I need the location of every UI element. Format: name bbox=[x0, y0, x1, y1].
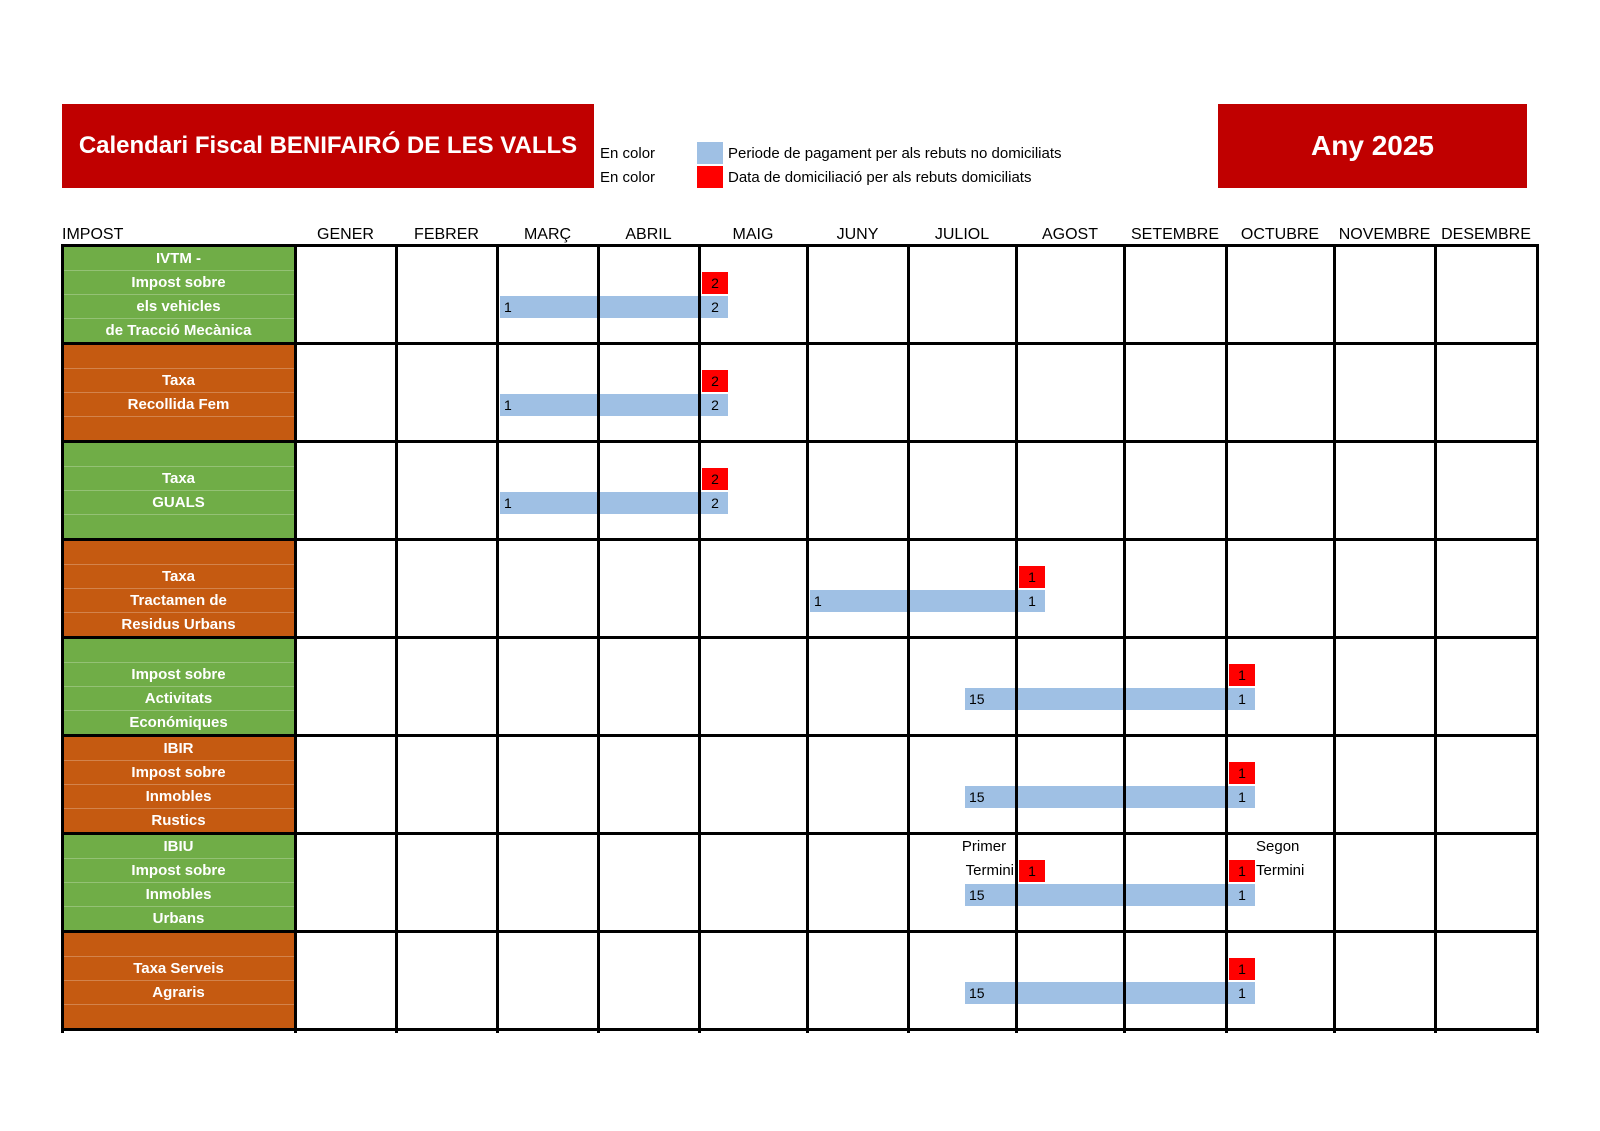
domiciliation-date: 2 bbox=[702, 468, 728, 490]
tax-name-cell bbox=[62, 540, 295, 638]
domiciliation-date: 1 bbox=[1019, 860, 1045, 882]
tax-name-line: Impost sobre bbox=[131, 274, 226, 291]
legend-text-period: Periode de pagament per als rebuts no domiciliats bbox=[728, 145, 1062, 162]
column-header-month: FEBRER bbox=[414, 226, 479, 243]
payment-period-end: 1 bbox=[1229, 688, 1255, 710]
tax-name-line: Taxa bbox=[161, 470, 196, 487]
tax-name-line: IBIR bbox=[163, 740, 194, 757]
tax-name-line: Rustics bbox=[151, 812, 206, 829]
payment-period-bar: 1 bbox=[500, 296, 702, 318]
second-term-note: Termini bbox=[1256, 862, 1305, 879]
column-header-impost: IMPOST bbox=[62, 226, 124, 243]
payment-period-end: 2 bbox=[702, 492, 728, 514]
payment-period-end: 2 bbox=[702, 394, 728, 416]
payment-period-bar: 1 bbox=[810, 590, 1019, 612]
tax-name-line: Taxa Serveis bbox=[133, 960, 224, 977]
tax-name-line: Taxa bbox=[161, 372, 196, 389]
domiciliation-date: 2 bbox=[702, 272, 728, 294]
tax-name-line: Activitats bbox=[144, 690, 213, 707]
column-header-month: AGOST bbox=[1041, 226, 1098, 243]
payment-period-end: 1 bbox=[1229, 786, 1255, 808]
tax-name-cell bbox=[62, 932, 295, 1030]
column-header-month: JUNY bbox=[836, 226, 879, 243]
second-term-note: Segon bbox=[1256, 838, 1300, 855]
grid-line-horizontal bbox=[61, 440, 1539, 443]
grid-line-horizontal bbox=[61, 734, 1539, 737]
tax-name-line: de Tracció Mecànica bbox=[105, 322, 252, 339]
tax-name-line: Tractamen de bbox=[130, 592, 227, 609]
column-header-month: MARÇ bbox=[523, 226, 572, 243]
calendar-title-text: Calendari Fiscal BENIFAIRÓ DE LES VALLS bbox=[78, 132, 578, 159]
tax-name-cell bbox=[62, 638, 295, 736]
tax-name-line: Recollida Fem bbox=[127, 396, 230, 413]
payment-period-end: 1 bbox=[1019, 590, 1045, 612]
grid-line-horizontal bbox=[61, 832, 1539, 835]
tax-name-line: IBIU bbox=[163, 838, 194, 855]
tax-name-line: Taxa bbox=[161, 568, 196, 585]
tax-name-line: els vehicles bbox=[136, 298, 221, 315]
payment-period-end: 1 bbox=[1229, 884, 1255, 906]
grid-line-horizontal bbox=[61, 636, 1539, 639]
grid-line-horizontal bbox=[61, 342, 1539, 345]
grid-line-horizontal bbox=[61, 930, 1539, 933]
grid-line-horizontal bbox=[61, 538, 1539, 541]
tax-name-line: Agraris bbox=[152, 984, 205, 1001]
tax-name-line: Inmobles bbox=[145, 886, 212, 903]
domiciliation-date: 1 bbox=[1229, 958, 1255, 980]
tax-name-cell bbox=[62, 834, 295, 932]
column-header-month: GENER bbox=[317, 226, 374, 243]
column-header-month: SETEMBRE bbox=[1130, 226, 1219, 243]
payment-period-bar: 15 bbox=[965, 688, 1229, 710]
domiciliation-date: 2 bbox=[702, 370, 728, 392]
legend-swatch-period bbox=[697, 142, 723, 164]
tax-name-cell bbox=[62, 246, 295, 344]
payment-period-bar: 1 bbox=[500, 492, 702, 514]
calendar-title bbox=[62, 104, 594, 188]
legend-prefix-period: En color bbox=[600, 145, 656, 162]
column-header-month: NOVEMBRE bbox=[1338, 226, 1431, 243]
column-header-month: JULIOL bbox=[934, 226, 990, 243]
payment-period-end: 1 bbox=[1229, 982, 1255, 1004]
first-term-note: Termini bbox=[965, 862, 1014, 879]
column-header-month: DESEMBRE bbox=[1441, 226, 1531, 243]
legend-swatch-domiciliation bbox=[697, 166, 723, 188]
column-header-month: MAIG bbox=[732, 226, 774, 243]
legend-prefix-domiciliation: En color bbox=[600, 169, 656, 186]
tax-name-line: Impost sobre bbox=[131, 862, 226, 879]
payment-period-bar: 15 bbox=[965, 884, 1229, 906]
grid-line-horizontal bbox=[61, 1028, 1539, 1031]
tax-name-cell bbox=[62, 344, 295, 442]
year-badge bbox=[1218, 104, 1527, 188]
tax-name-cell bbox=[62, 442, 295, 540]
year-text: Any 2025 bbox=[1311, 130, 1434, 161]
domiciliation-date: 1 bbox=[1229, 860, 1255, 882]
first-term-note: Primer bbox=[961, 838, 1007, 855]
tax-name-line: IVTM - bbox=[156, 250, 201, 267]
domiciliation-date: 1 bbox=[1229, 762, 1255, 784]
tax-name-line: Impost sobre bbox=[131, 666, 226, 683]
payment-period-end: 2 bbox=[702, 296, 728, 318]
grid-line-horizontal bbox=[61, 244, 1539, 247]
column-header-month: OCTUBRE bbox=[1240, 226, 1320, 243]
tax-name-line: Inmobles bbox=[145, 788, 212, 805]
payment-period-bar: 15 bbox=[965, 786, 1229, 808]
payment-period-bar: 1 bbox=[500, 394, 702, 416]
legend-text-domiciliation: Data de domiciliació per als rebuts domiciliats bbox=[728, 169, 1032, 186]
tax-name-line: Urbans bbox=[152, 910, 205, 927]
tax-name-line: Impost sobre bbox=[131, 764, 226, 781]
tax-name-line: Económiques bbox=[129, 714, 228, 731]
tax-name-line: GUALS bbox=[152, 494, 205, 511]
column-header-month: ABRIL bbox=[625, 226, 672, 243]
tax-name-line: Residus Urbans bbox=[121, 616, 236, 633]
tax-name-cell bbox=[62, 736, 295, 834]
domiciliation-date: 1 bbox=[1019, 566, 1045, 588]
domiciliation-date: 1 bbox=[1229, 664, 1255, 686]
payment-period-bar: 15 bbox=[965, 982, 1229, 1004]
